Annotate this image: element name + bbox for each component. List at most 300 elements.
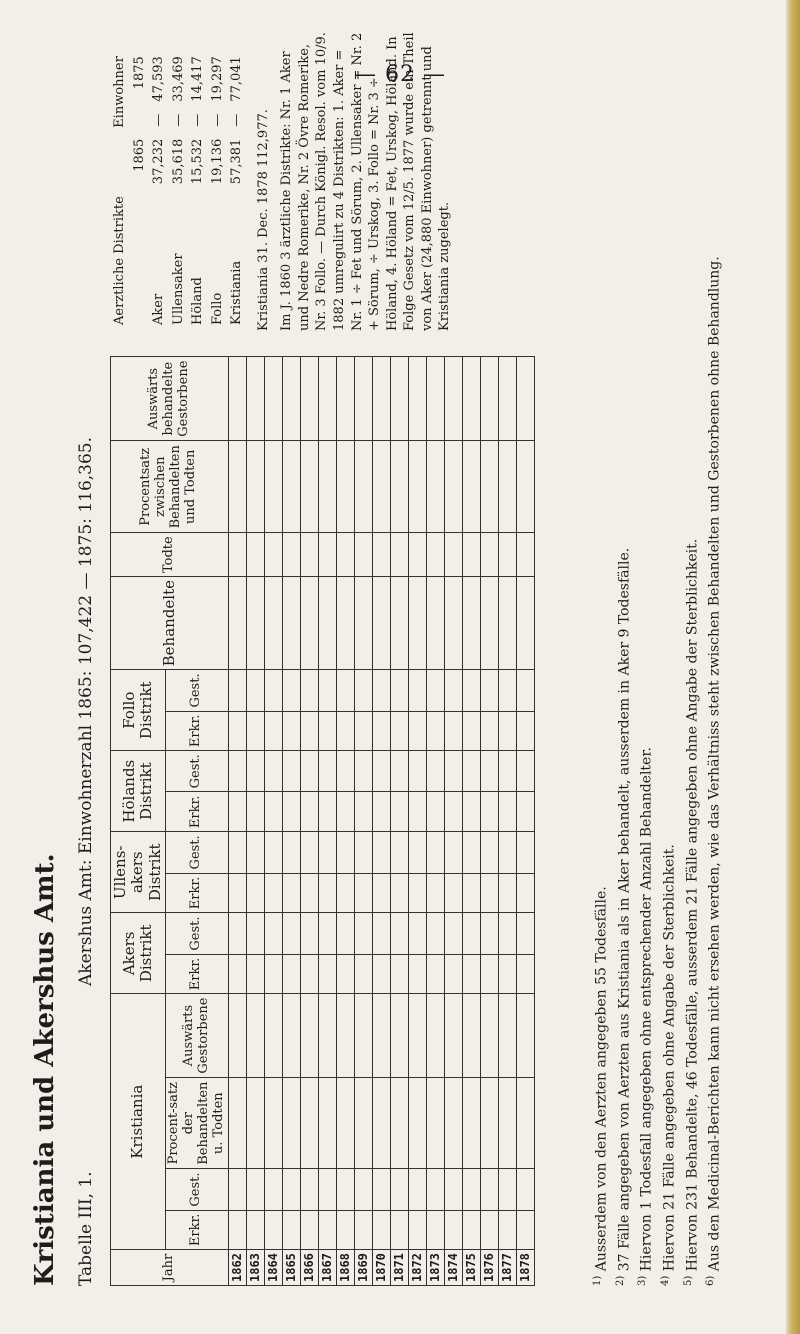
value-cell: [354, 711, 372, 751]
value-cell: [264, 1169, 282, 1210]
footnote-text: Hiervon 231 Behandelte, 46 Todesfälle, ausserdem 21 Fälle angegeben ohne Angabe der Sterblichkeit.: [684, 538, 701, 1272]
value-cell: [462, 357, 480, 441]
value-cell: [498, 1210, 516, 1250]
value-cell: [516, 577, 534, 670]
value-cell: [336, 994, 354, 1078]
district-v1875: 77,041: [229, 56, 245, 102]
value-cell: [264, 792, 282, 832]
value-cell: [282, 357, 300, 441]
value-cell: [318, 1169, 336, 1210]
district-name: Kristiania: [229, 260, 245, 325]
value-cell: [390, 994, 408, 1078]
value-cell: [426, 832, 444, 873]
value-cell: [336, 711, 354, 751]
value-cell: [264, 994, 282, 1078]
value-cell: [300, 670, 318, 711]
value-cell: [498, 751, 516, 792]
value-cell: [336, 832, 354, 873]
header-todte: Todte: [111, 533, 229, 577]
value-cell: [282, 577, 300, 670]
value-cell: [372, 670, 390, 711]
value-cell: [516, 1077, 534, 1169]
value-cell: [498, 670, 516, 711]
value-cell: [462, 533, 480, 577]
value-cell: [390, 751, 408, 792]
footnote-text: Hiervon 1 Todesfall angegeben ohne entsprechender Anzahl Behandelter.: [638, 747, 655, 1272]
value-cell: [498, 792, 516, 832]
value-cell: [318, 873, 336, 913]
value-cell: [426, 792, 444, 832]
value-cell: [462, 670, 480, 711]
value-cell: [516, 1169, 534, 1210]
value-cell: [318, 832, 336, 873]
headline: Kristiania und Akershus Amt.: [30, 853, 60, 1286]
value-cell: [480, 1210, 498, 1250]
value-cell: [408, 792, 426, 832]
value-cell: [354, 533, 372, 577]
table-row: [264, 357, 282, 1286]
district-row: [208, 50, 228, 331]
district-head-1875: 1875: [131, 56, 147, 90]
value-cell: [264, 954, 282, 994]
value-cell: [390, 577, 408, 670]
value-cell: [408, 533, 426, 577]
value-cell: [318, 954, 336, 994]
value-cell: [354, 670, 372, 711]
value-cell: [336, 873, 354, 913]
value-cell: [390, 1077, 408, 1169]
district-notes: [110, 31, 454, 331]
value-cell: [300, 832, 318, 873]
district-row: [149, 50, 169, 331]
table-row: [480, 357, 498, 1286]
year-cell: 1870: [372, 1250, 390, 1286]
value-cell: [318, 792, 336, 832]
value-cell: [228, 711, 246, 751]
value-cell: [282, 954, 300, 994]
year-cell: 1864: [264, 1250, 282, 1286]
value-cell: [516, 533, 534, 577]
value-cell: [516, 954, 534, 994]
year-cell: 1866: [300, 1250, 318, 1286]
value-cell: [516, 751, 534, 792]
value-cell: [228, 670, 246, 711]
table-row: [516, 357, 534, 1286]
header-k-gest: Gest.: [165, 1169, 228, 1210]
value-cell: [480, 441, 498, 533]
value-cell: [516, 873, 534, 913]
district-row: [188, 50, 208, 331]
value-cell: [480, 873, 498, 913]
value-cell: [462, 954, 480, 994]
value-cell: [300, 533, 318, 577]
value-cell: [318, 913, 336, 954]
value-cell: [282, 711, 300, 751]
value-cell: [228, 1210, 246, 1250]
footnote: [613, 46, 636, 1286]
value-cell: [480, 913, 498, 954]
value-cell: [390, 873, 408, 913]
district-v1865: 19,136: [209, 138, 225, 185]
value-cell: [516, 711, 534, 751]
value-cell: [426, 357, 444, 441]
value-cell: [228, 441, 246, 533]
value-cell: [228, 751, 246, 792]
table-row: [246, 357, 264, 1286]
value-cell: [408, 873, 426, 913]
district-v1875: 33,469: [170, 56, 186, 102]
value-cell: [444, 832, 462, 873]
value-cell: [480, 832, 498, 873]
year-cell: 1874: [444, 1250, 462, 1286]
table-row: [372, 357, 390, 1286]
value-cell: [246, 994, 264, 1078]
value-cell: [372, 1210, 390, 1250]
year-cell: 1869: [354, 1250, 372, 1286]
district-v1865: 37,232: [151, 138, 167, 185]
value-cell: [336, 954, 354, 994]
value-cell: [228, 577, 246, 670]
value-cell: [282, 1210, 300, 1250]
footnote-mark: 3): [637, 1275, 649, 1286]
value-cell: [336, 1077, 354, 1169]
footnote: [658, 46, 681, 1286]
year-cell: 1872: [408, 1250, 426, 1286]
value-cell: [264, 751, 282, 792]
value-cell: [300, 711, 318, 751]
value-cell: [336, 357, 354, 441]
value-cell: [408, 711, 426, 751]
value-cell: [354, 832, 372, 873]
value-cell: [246, 533, 264, 577]
value-cell: [300, 577, 318, 670]
value-cell: [390, 1169, 408, 1210]
value-cell: [228, 1169, 246, 1210]
statistics-table-body: [228, 357, 534, 1286]
value-cell: [444, 577, 462, 670]
value-cell: [300, 751, 318, 792]
value-cell: [228, 1077, 246, 1169]
value-cell: [228, 792, 246, 832]
value-cell: [318, 357, 336, 441]
value-cell: [372, 441, 390, 533]
value-cell: [228, 832, 246, 873]
value-cell: [390, 441, 408, 533]
footnotes: [590, 46, 726, 1286]
value-cell: [480, 577, 498, 670]
value-cell: [228, 357, 246, 441]
value-cell: [354, 1077, 372, 1169]
value-cell: [336, 913, 354, 954]
value-cell: [372, 913, 390, 954]
value-cell: [444, 357, 462, 441]
value-cell: [426, 577, 444, 670]
district-row: [227, 50, 247, 331]
value-cell: [354, 954, 372, 994]
value-cell: [372, 577, 390, 670]
district-caption-left: Aerztliche Distrikte: [112, 196, 127, 325]
value-cell: [516, 441, 534, 533]
header-k-prozent: Procent-satz der Behandelten u. Todten: [165, 1077, 228, 1169]
footnote-mark: 2): [614, 1275, 626, 1286]
district-head-1865: 1865: [131, 138, 147, 172]
value-cell: [390, 357, 408, 441]
table-row: [318, 357, 336, 1286]
rotated-page-content: [30, 16, 780, 1316]
value-cell: [498, 711, 516, 751]
value-cell: [372, 711, 390, 751]
value-cell: [318, 994, 336, 1078]
value-cell: [246, 711, 264, 751]
value-cell: [480, 1077, 498, 1169]
value-cell: [336, 1169, 354, 1210]
year-cell: 1863: [246, 1250, 264, 1286]
value-cell: [390, 832, 408, 873]
value-cell: [444, 1169, 462, 1210]
value-cell: [354, 357, 372, 441]
district-dash: —: [209, 113, 225, 127]
value-cell: [498, 577, 516, 670]
footnote-mark: 5): [682, 1275, 694, 1286]
value-cell: [480, 357, 498, 441]
value-cell: [228, 913, 246, 954]
value-cell: [318, 577, 336, 670]
value-cell: [318, 751, 336, 792]
value-cell: [354, 873, 372, 913]
value-cell: [498, 441, 516, 533]
footnote-mark: 1): [592, 1275, 603, 1286]
value-cell: [282, 441, 300, 533]
value-cell: [318, 533, 336, 577]
value-cell: [300, 954, 318, 994]
value-cell: [282, 792, 300, 832]
table-row: [282, 357, 300, 1286]
value-cell: [264, 357, 282, 441]
header-prozentsatz: Procentsatz zwischen Behandelten und Todten: [111, 441, 229, 533]
table-row: [444, 357, 462, 1286]
value-cell: [264, 913, 282, 954]
value-cell: [480, 670, 498, 711]
value-cell: [498, 913, 516, 954]
value-cell: [264, 441, 282, 533]
value-cell: [372, 533, 390, 577]
value-cell: [336, 670, 354, 711]
value-cell: [444, 1077, 462, 1169]
district-v1865: 15,532: [190, 138, 206, 185]
district-name: Aker: [151, 293, 167, 325]
kristiania-1878: Kristiania 31. Dec. 1878 112,977.: [255, 109, 271, 331]
value-cell: [462, 577, 480, 670]
district-name: Ullensaker: [170, 253, 186, 325]
value-cell: [480, 792, 498, 832]
value-cell: [336, 441, 354, 533]
value-cell: [246, 357, 264, 441]
value-cell: [372, 357, 390, 441]
value-cell: [462, 994, 480, 1078]
value-cell: [498, 357, 516, 441]
value-cell: [300, 994, 318, 1078]
value-cell: [282, 913, 300, 954]
value-cell: [498, 1077, 516, 1169]
value-cell: [372, 832, 390, 873]
value-cell: [318, 1077, 336, 1169]
value-cell: [282, 670, 300, 711]
value-cell: [444, 441, 462, 533]
value-cell: [462, 441, 480, 533]
value-cell: [390, 913, 408, 954]
header-behandelte: Behandelte: [111, 577, 229, 670]
district-population-table: [110, 50, 247, 331]
value-cell: [336, 533, 354, 577]
value-cell: [516, 357, 534, 441]
year-cell: 1875: [462, 1250, 480, 1286]
value-cell: [282, 1077, 300, 1169]
value-cell: [516, 832, 534, 873]
value-cell: [480, 711, 498, 751]
header-a-gest: Gest.: [165, 913, 228, 954]
value-cell: [444, 751, 462, 792]
header-jahr: Jahr: [111, 1250, 229, 1286]
value-cell: [300, 1210, 318, 1250]
value-cell: [426, 873, 444, 913]
value-cell: [282, 832, 300, 873]
value-cell: [372, 1077, 390, 1169]
value-cell: [228, 533, 246, 577]
value-cell: [354, 994, 372, 1078]
value-cell: [462, 1210, 480, 1250]
table-label: Tabelle III, 1.: [76, 1171, 96, 1286]
value-cell: [246, 873, 264, 913]
header-akers: Akers Distrikt: [111, 913, 166, 994]
value-cell: [336, 577, 354, 670]
value-cell: [426, 711, 444, 751]
table-row: [498, 357, 516, 1286]
district-v1865: 35,618: [170, 138, 186, 185]
header-u-gest: Gest.: [165, 832, 228, 873]
value-cell: [408, 954, 426, 994]
footnote: [635, 46, 658, 1286]
value-cell: [408, 1169, 426, 1210]
value-cell: [300, 357, 318, 441]
table-row: [390, 357, 408, 1286]
value-cell: [498, 533, 516, 577]
district-dash: —: [229, 113, 245, 127]
value-cell: [246, 441, 264, 533]
value-cell: [408, 577, 426, 670]
value-cell: [354, 792, 372, 832]
district-row: [169, 50, 189, 331]
district-name: Höland: [190, 277, 206, 325]
value-cell: [408, 913, 426, 954]
value-cell: [354, 751, 372, 792]
value-cell: [246, 751, 264, 792]
value-cell: [246, 577, 264, 670]
value-cell: [372, 792, 390, 832]
value-cell: [444, 873, 462, 913]
header-hoelands: Hölands Distrikt: [111, 751, 166, 832]
value-cell: [300, 873, 318, 913]
value-cell: [426, 751, 444, 792]
year-cell: 1871: [390, 1250, 408, 1286]
value-cell: [480, 1169, 498, 1210]
value-cell: [300, 792, 318, 832]
value-cell: [390, 1210, 408, 1250]
value-cell: [426, 913, 444, 954]
value-cell: [426, 670, 444, 711]
value-cell: [282, 994, 300, 1078]
year-cell: 1876: [480, 1250, 498, 1286]
value-cell: [336, 792, 354, 832]
value-cell: [408, 441, 426, 533]
value-cell: [282, 1169, 300, 1210]
table-row: [462, 357, 480, 1286]
footnote-mark: 6): [705, 1275, 717, 1286]
value-cell: [246, 670, 264, 711]
district-v1875: 19,297: [209, 56, 225, 102]
district-caption-right: Einwohner: [112, 56, 127, 128]
value-cell: [498, 873, 516, 913]
value-cell: [264, 577, 282, 670]
year-cell: 1878: [516, 1250, 534, 1286]
value-cell: [246, 792, 264, 832]
value-cell: [462, 832, 480, 873]
header-f-gest: Gest.: [165, 670, 228, 711]
header-f-erkr: Erkr.: [165, 711, 228, 751]
value-cell: [228, 994, 246, 1078]
value-cell: [390, 711, 408, 751]
header-a-erkr: Erkr.: [165, 954, 228, 994]
value-cell: [282, 873, 300, 913]
statistics-table: [110, 356, 535, 1286]
footnote-text: Ausserdem von den Aerzten angegeben 55 Todesfälle.: [593, 886, 610, 1272]
value-cell: [318, 670, 336, 711]
value-cell: [372, 1169, 390, 1210]
value-cell: [264, 832, 282, 873]
district-dash: —: [170, 113, 186, 127]
value-cell: [246, 913, 264, 954]
value-cell: [372, 994, 390, 1078]
value-cell: [390, 533, 408, 577]
value-cell: [408, 357, 426, 441]
value-cell: [372, 954, 390, 994]
year-cell: 1873: [426, 1250, 444, 1286]
footnote-text: 37 Fälle angegeben von Aerzten aus Kristiania als in Aker behandelt, ausserdem in Aker 9 Todesfälle.: [616, 547, 633, 1272]
value-cell: [264, 1210, 282, 1250]
header-u-erkr: Erkr.: [165, 873, 228, 913]
value-cell: [264, 711, 282, 751]
value-cell: [354, 1169, 372, 1210]
value-cell: [318, 711, 336, 751]
header-follo: Follo Distrikt: [111, 670, 166, 751]
value-cell: [462, 913, 480, 954]
value-cell: [408, 832, 426, 873]
value-cell: [300, 1169, 318, 1210]
value-cell: [498, 954, 516, 994]
value-cell: [516, 913, 534, 954]
year-cell: 1865: [282, 1250, 300, 1286]
value-cell: [462, 873, 480, 913]
value-cell: [444, 711, 462, 751]
value-cell: [408, 1210, 426, 1250]
value-cell: [318, 1210, 336, 1250]
value-cell: [336, 751, 354, 792]
value-cell: [516, 670, 534, 711]
header-kristiania: Kristiania: [111, 994, 166, 1250]
subtitle: Akershus Amt: Einwohnerzahl 1865: 107,422 — 1875: 116,365.: [76, 436, 96, 986]
value-cell: [354, 441, 372, 533]
district-v1875: 47,593: [151, 56, 167, 102]
value-cell: [516, 792, 534, 832]
